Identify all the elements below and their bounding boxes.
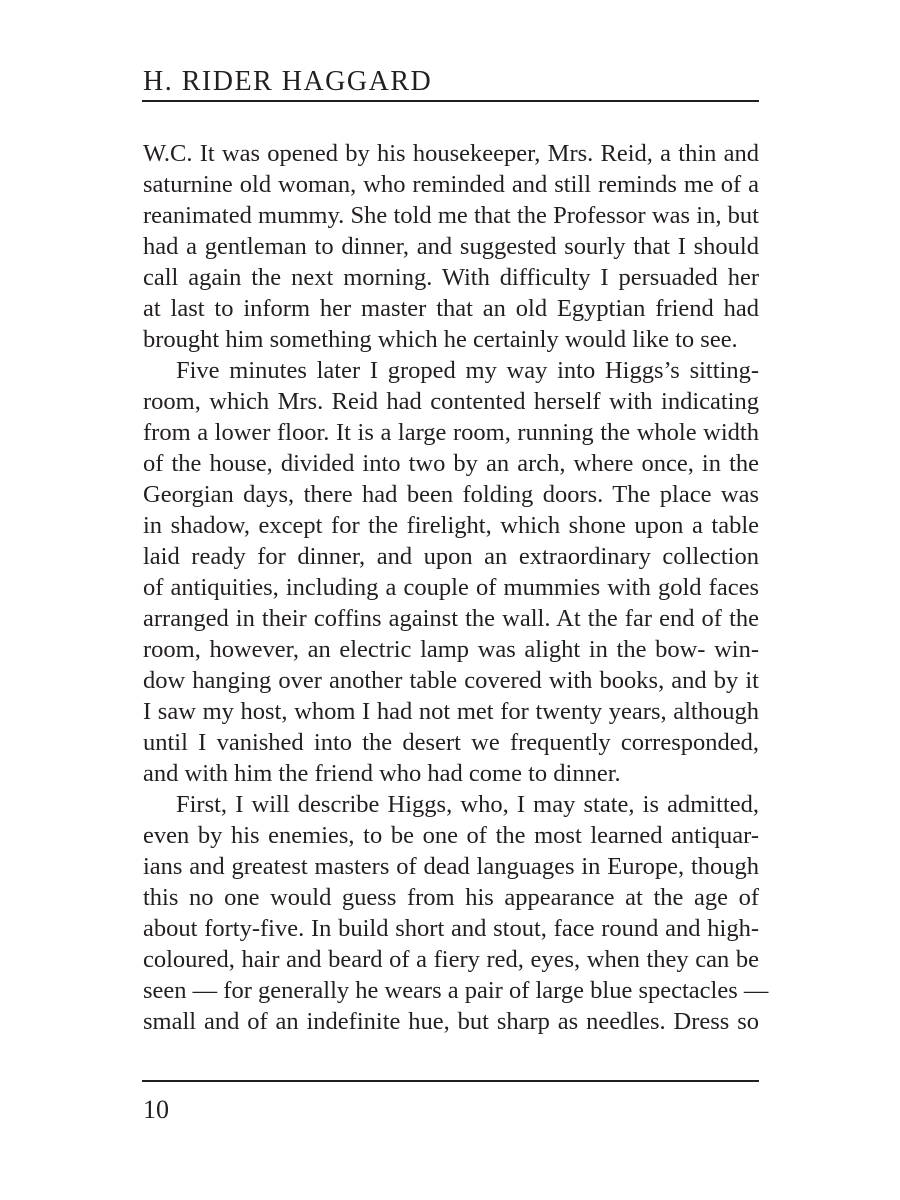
text-line: even by his enemies, to be one of the most learned antiquar- [143,822,759,849]
text-line: call again the next morning. With difficulty I persuaded her [143,264,759,291]
text-line: from a lower floor. It is a large room, running the whole width [143,419,759,446]
paragraph [143,355,759,789]
text-line: reanimated mummy. She told me that the Professor was in, but [143,202,759,229]
text-line: arranged in their coffins against the wall. At the far end of the [143,605,759,632]
text-line: First, I will describe Higgs, who, I may state, is admitted, [176,791,759,818]
text-line: ians and greatest masters of dead languages in Europe, though [143,853,759,880]
text-line: small and of an indefinite hue, but sharp as needles. Dress so [143,1008,759,1035]
header-rule [142,100,759,102]
text-line: Georgian days, there had been folding doors. The place was [143,481,759,508]
text-line: coloured, hair and beard of a fiery red, eyes, when they can be [143,946,759,973]
text-line: room, which Mrs. Reid had contented herself with indicating [143,388,759,415]
text-line: at last to inform her master that an old Egyptian friend had [143,295,759,322]
text-line: of the house, divided into two by an arch, where once, in the [143,450,759,477]
text-line: seen — for generally he wears a pair of large blue spectacles — [143,977,769,1004]
text-line: of antiquities, including a couple of mummies with gold faces [143,574,759,601]
text-line: saturnine old woman, who reminded and still reminds me of a [143,171,759,198]
text-line: until I vanished into the desert we frequently corresponded, [143,729,759,756]
text-line: had a gentleman to dinner, and suggested sourly that I should [143,233,759,260]
text-line: dow hanging over another table covered with books, and by it [143,667,759,694]
text-line: room, however, an electric lamp was alight in the bow- win- [143,636,759,663]
paragraph [143,138,759,355]
body-text [143,138,769,1037]
text-line: this no one would guess from his appearance at the age of [143,884,759,911]
page-number: 10 [143,1095,169,1124]
text-line: Five minutes later I groped my way into Higgs’s sitting- [176,357,759,384]
footer-rule [142,1080,759,1082]
text-line: W.C. It was opened by his housekeeper, Mrs. Reid, a thin and [143,140,759,167]
text-line: about forty-five. In build short and stout, face round and high- [143,915,759,942]
text-line: in shadow, except for the firelight, which shone upon a table [143,512,759,539]
running-head: H. RIDER HAGGARD [143,66,433,97]
text-line: brought him something which he certainly would like to see. [143,326,738,353]
paragraph [143,789,769,1037]
text-line: I saw my host, whom I had not met for twenty years, although [143,698,759,725]
text-line: and with him the friend who had come to dinner. [143,760,621,787]
text-line: laid ready for dinner, and upon an extraordinary collection [143,543,759,570]
